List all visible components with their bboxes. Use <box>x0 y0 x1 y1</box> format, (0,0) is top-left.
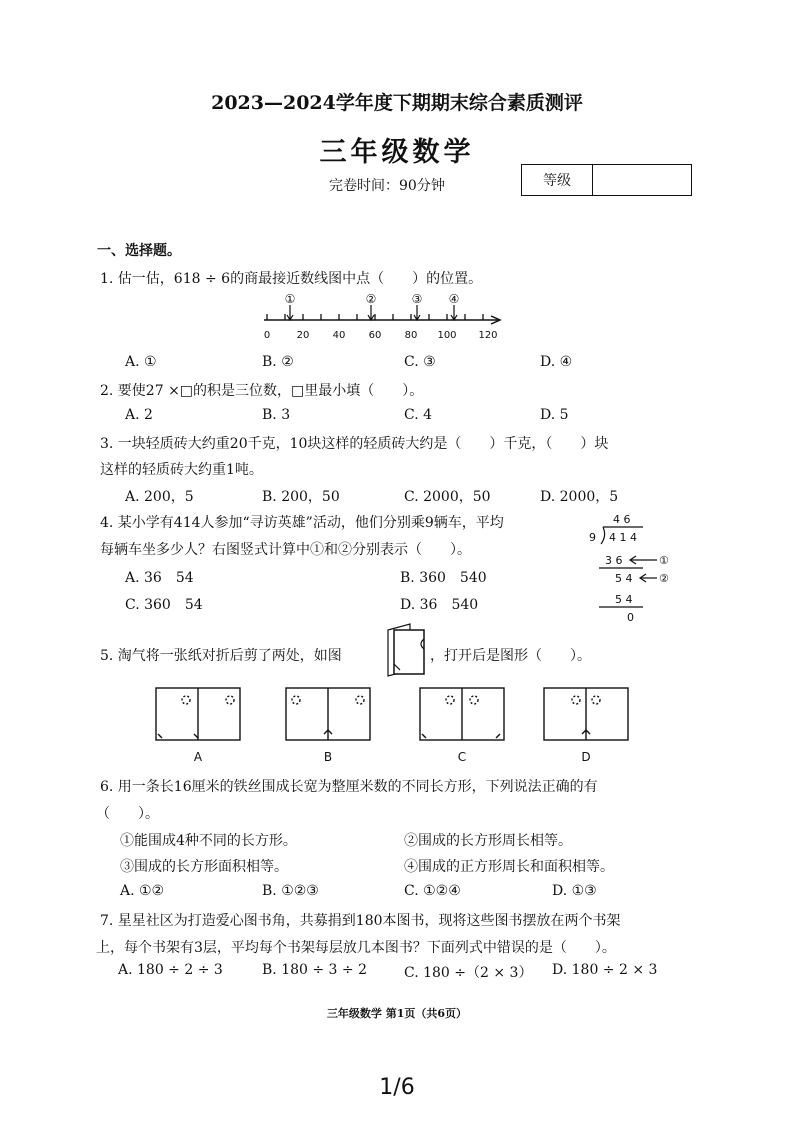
nl-tick-0: 0 <box>263 330 271 341</box>
q6-line2: （ ）。 <box>96 806 159 822</box>
q3-option-a: A. 200，5 <box>125 489 194 505</box>
q7-line1: 7. 星星社区为打造爱心图书角，共募捐到180本图书，现将这些图书摆放在两个书架 <box>100 913 621 929</box>
q5-options-figures <box>150 686 650 766</box>
q5-figure-a <box>156 688 240 740</box>
q6-statement-2: ②围成的长方形周长相等。 <box>404 833 572 849</box>
q5-text-a: 5. 淘气将一张纸对折后剪了两处，如图 <box>100 648 342 664</box>
nl-point-1: ① <box>284 292 296 306</box>
division-mark-1: ① <box>659 554 669 567</box>
nl-point-4: ④ <box>448 292 460 306</box>
division-dividend: 4 1 4 <box>609 531 637 544</box>
q6-option-b: B. ①②③ <box>262 883 319 899</box>
exam-time: 完卷时间：90分钟 <box>329 178 445 194</box>
exam-title: 2023—2024学年度下期期末综合素质测评 <box>211 92 583 114</box>
q4-line2: 每辆车坐多少人？右图竖式计算中①和②分别表示（ ）。 <box>100 542 471 558</box>
q7-option-a: A. 180 ÷ 2 ÷ 3 <box>118 962 223 978</box>
nl-point-3: ③ <box>411 292 423 306</box>
q1-text: 1. 估一估，618 ÷ 6的商最接近数线图中点（ ）的位置。 <box>100 271 483 287</box>
q5-label-c: C <box>457 750 467 764</box>
q7-option-b: B. 180 ÷ 3 ÷ 2 <box>262 962 367 978</box>
q7-line2: 上，每个书架有3层，平均每个书架每层放几本图书？下面列式中错误的是（ ）。 <box>96 940 616 956</box>
q6-option-a: A. ①② <box>120 883 165 899</box>
nl-tick-80: 80 <box>404 330 418 341</box>
subject-title: 三年级数学 <box>319 137 475 168</box>
grade-box <box>521 164 692 196</box>
division-mark-2: ② <box>659 572 669 585</box>
q5-figure-c <box>420 688 504 740</box>
folded-paper-icon <box>384 622 434 677</box>
q1-option-d: D. ④ <box>540 354 573 370</box>
nl-tick-100: 100 <box>437 330 457 341</box>
page-footer: 三年级数学 第1页（共6页） <box>326 1007 468 1020</box>
q1-option-b: B. ② <box>262 354 294 370</box>
q6-statement-4: ④围成的正方形周长和面积相等。 <box>404 859 614 875</box>
q2-option-d: D. 5 <box>540 407 569 423</box>
q5-figure-d <box>544 688 628 740</box>
q1-option-c: C. ③ <box>404 354 436 370</box>
q4-option-d: D. 36 540 <box>400 597 479 613</box>
q2-option-a: A. 2 <box>125 407 153 423</box>
q5-label-d: D <box>581 750 591 764</box>
q7-option-c: C. 180 ÷（2 × 3） <box>404 965 533 981</box>
q5-label-a: A <box>193 750 203 764</box>
q5-text-b: ，打开后是图形（ ）。 <box>430 648 591 664</box>
q4-option-a: A. 36 54 <box>125 570 194 586</box>
q3-line1: 3. 一块轻质砖大约重20千克，10块这样的轻质砖大约是（ ）千克，（ ）块 <box>100 436 609 452</box>
division-step2: 5 4 <box>615 572 633 585</box>
nl-tick-60: 60 <box>368 330 382 341</box>
q4-option-c: C. 360 54 <box>125 597 203 613</box>
nl-tick-40: 40 <box>332 330 346 341</box>
q2-text: 2. 要使27 ×□的积是三位数，□里最小填（ ）。 <box>100 383 424 399</box>
division-divisor: 9 <box>589 531 596 544</box>
q2-option-b: B. 3 <box>262 407 291 423</box>
q6-option-d: D. ①③ <box>552 883 597 899</box>
division-quotient: 4 6 <box>613 513 631 526</box>
q3-option-c: C. 2000，50 <box>404 489 491 505</box>
q7-option-d: D. 180 ÷ 2 × 3 <box>552 962 658 978</box>
division-remainder: 0 <box>627 611 634 624</box>
q3-line2: 这样的轻质砖大约重1吨。 <box>100 462 263 478</box>
long-division <box>585 510 685 625</box>
q3-option-b: B. 200，50 <box>262 489 340 505</box>
division-step3: 5 4 <box>615 593 633 606</box>
nl-tick-20: 20 <box>296 330 310 341</box>
number-line <box>258 288 508 344</box>
q6-line1: 6. 用一条长16厘米的铁丝围成长宽为整厘米数的不同长方形，下列说法正确的有 <box>100 779 598 795</box>
q6-option-c: C. ①②④ <box>404 883 461 899</box>
q3-option-d: D. 2000，5 <box>540 489 619 505</box>
q5-label-b: B <box>323 750 333 764</box>
nl-point-2: ② <box>365 292 377 306</box>
q5-figure-b <box>286 688 370 740</box>
q4-option-b: B. 360 540 <box>400 570 487 586</box>
q6-statement-3: ③围成的长方形面积相等。 <box>120 859 288 875</box>
page-indicator: 1/6 <box>379 1075 415 1100</box>
section-title: 一、选择题。 <box>97 243 181 259</box>
q1-option-a: A. ① <box>125 354 157 370</box>
nl-tick-120: 120 <box>478 330 498 341</box>
grade-label: 等级 <box>522 165 593 195</box>
q6-statement-1: ①能围成4种不同的长方形。 <box>120 833 297 849</box>
division-step1: 3 6 <box>605 554 623 567</box>
q2-option-c: C. 4 <box>404 407 433 423</box>
q4-line1: 4. 某小学有414人参加“寻访英雄”活动，他们分别乘9辆车，平均 <box>100 515 504 531</box>
